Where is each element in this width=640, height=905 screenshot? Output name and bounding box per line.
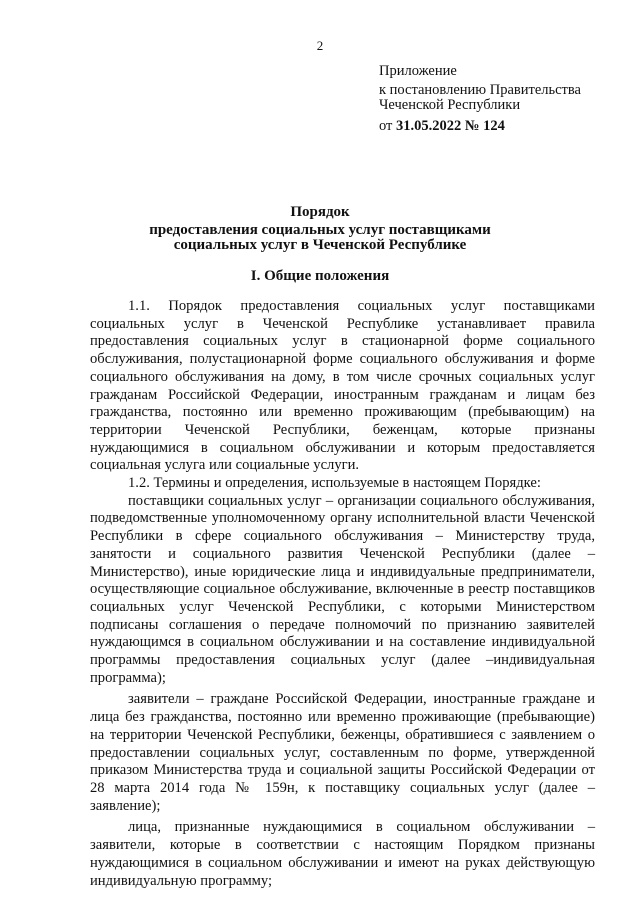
paragraph-applicants: заявители – граждане Российской Федерации, иностранные граждане и лица без гражданства, постоянно или временно проживающие (пребывающие) на территории Чеченской Республики, беженцы, обратившиеся с заявлением о предоставлении социальных услуг, составленным по форме, утвержденной приказом Министерства труда и социальной защиты Российской Федерации от 28 марта 2014 года № 159н, к поставщику социальных услуг (далее – заявление);: [90, 691, 595, 814]
appendix-line-1: к постановлению Правительства: [379, 82, 581, 98]
paragraph-providers: поставщики социальных услуг – организации социального обслуживания, подведомственные уполномоченному органу исполнительной власти Чеченской Республики в сфере социального обслуживания – Министерству труда, занятости и социального развития Чеченской Республики (далее – Министерство), иные юридические лица и индивидуальные предприниматели, осуществляющие социальное обслуживание, включенные в реестр поставщиков социальных услуг Чеченской Республики, с которыми Министерством подписаны соглашения о передаче полномочий по признанию заявителей нуждающимся в социальном обслуживании и на составление индивидуальной программы предоставления социальных услуг (далее –индивидуальная программа);: [90, 492, 595, 686]
paragraph-1-2: 1.2. Термины и определения, используемые в настоящем Порядке:: [128, 475, 541, 492]
document-subtitle-line-2: социальных услуг в Чеченской Республике: [173, 237, 467, 253]
appendix-date: [379, 119, 505, 134]
section-heading: I. Общие положения: [250, 268, 390, 284]
paragraph-recognized-persons: лица, признанные нуждающимися в социальном обслуживании – заявители, которые в соответствии с настоящим Порядком признаны нуждающимися в социальном обслуживании и имеют на руках действующую индивидуальную программу;: [90, 819, 595, 889]
document-title: Порядок: [290, 204, 350, 220]
paragraph-1-1: 1.1. Порядок предоставления социальных услуг поставщиками социальных услуг в Чеченской Республике устанавливает правила предоставления социальных услуг в стационарной форме социального обслуживания, полустационарной форме социального обслуживания и форме социального обслуживания на дому, в том числе срочных социальных услуг гражданам Российской Федерации, иностранным гражданам и лицам без гражданства, постоянно или временно проживающим (пребывающим) на территории Чеченской Республики, беженцам, которые признаны нуждающимися в социальном обслуживании и которым предоставляется социальная услуга или социальные услуги.: [90, 298, 595, 474]
appendix-date-prefix: от: [379, 118, 397, 134]
page-number: 2: [316, 38, 324, 53]
appendix-label: Приложение: [379, 63, 457, 79]
appendix-date-number: 31.05.2022 № 124: [396, 118, 505, 134]
document-subtitle-line-1: предоставления социальных услуг поставщиками: [149, 222, 491, 238]
appendix-line-2: Чеченской Республики: [379, 97, 521, 113]
document-body: [90, 298, 595, 890]
